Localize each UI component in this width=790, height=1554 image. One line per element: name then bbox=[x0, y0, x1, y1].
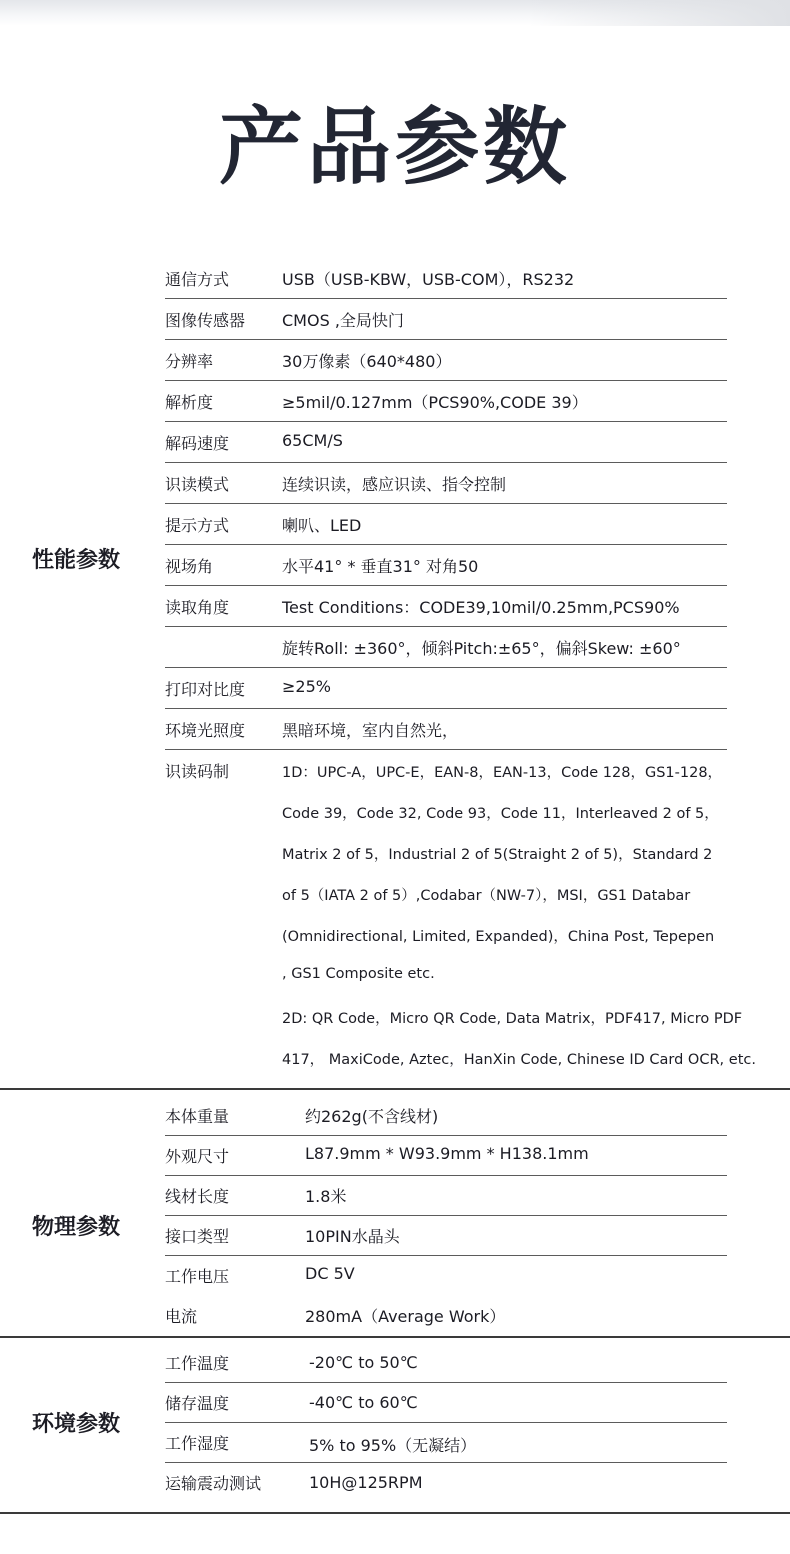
spec-label: 工作湿度 bbox=[165, 1434, 230, 1453]
symbology-line: 2D: QR Code，Micro QR Code, Data Matrix，PDF417, Micro PDF bbox=[282, 1011, 743, 1027]
physical-section-title: 物理参数 bbox=[32, 1215, 121, 1240]
spec-value: CMOS ,全局快门 bbox=[282, 311, 404, 330]
symbology-line: of 5（IATA 2 of 5）,Codabar（NW-7），MSI，GS1 Databar bbox=[282, 888, 691, 904]
symbology-line: , GS1 Composite etc. bbox=[282, 966, 435, 982]
spec-value: 连续识读，感应识读、指令控制 bbox=[282, 475, 507, 494]
spec-label: 识读模式 bbox=[165, 475, 230, 494]
environment-section-title: 环境参数 bbox=[32, 1412, 121, 1437]
spec-row-communication bbox=[165, 258, 727, 299]
spec-value: 水平41° * 垂直31° 对角50 bbox=[282, 557, 479, 576]
spec-row-operating-temp bbox=[165, 1342, 727, 1383]
spec-row-ambient-light bbox=[165, 709, 727, 750]
spec-value: 约262g(不含线材) bbox=[305, 1107, 439, 1126]
spec-value: 旋转Roll: ±360°，倾斜Pitch:±65°，偏斜Skew: ±60° bbox=[282, 639, 681, 658]
section-divider bbox=[0, 1336, 790, 1338]
spec-label: 视场角 bbox=[165, 557, 214, 576]
spec-value: Test Conditions：CODE39,10mil/0.25mm,PCS90% bbox=[282, 598, 680, 617]
spec-label: 储存温度 bbox=[165, 1394, 230, 1413]
spec-label: 本体重量 bbox=[165, 1107, 230, 1126]
spec-value: 280mA（Average Work） bbox=[305, 1307, 506, 1326]
spec-label: 读取角度 bbox=[165, 598, 230, 617]
spec-row-weight bbox=[165, 1095, 727, 1136]
spec-label: 工作电压 bbox=[165, 1267, 230, 1286]
spec-label: 分辨率 bbox=[165, 352, 214, 371]
symbology-line: (Omnidirectional, Limited, Expanded)，China Post, Tepepen bbox=[282, 929, 715, 945]
symbology-line: Matrix 2 of 5，Industrial 2 of 5(Straight 2 of 5)，Standard 2 bbox=[282, 847, 713, 863]
page-title: 产品参数 bbox=[218, 98, 571, 196]
spec-row-resolution bbox=[165, 340, 727, 381]
spec-row-dimensions bbox=[165, 1135, 727, 1176]
spec-row-field-of-view bbox=[165, 545, 727, 586]
spec-label: 解码速度 bbox=[165, 434, 230, 453]
spec-value: 喇叭、LED bbox=[282, 516, 362, 535]
spec-row-prompt bbox=[165, 504, 727, 545]
spec-row-storage-temp bbox=[165, 1382, 727, 1423]
spec-row-decode-speed bbox=[165, 422, 727, 463]
performance-section-title: 性能参数 bbox=[32, 548, 121, 573]
spec-label: 电流 bbox=[165, 1307, 198, 1326]
spec-value: ≥25% bbox=[282, 677, 331, 696]
spec-row-read-mode bbox=[165, 463, 727, 504]
spec-row-read-angle-detail bbox=[165, 627, 727, 668]
spec-label: 图像传感器 bbox=[165, 311, 246, 330]
spec-row-humidity bbox=[165, 1422, 727, 1463]
symbology-line: Code 39，Code 32, Code 93，Code 11，Interleaved 2 of 5， bbox=[282, 806, 719, 822]
spec-label: 接口类型 bbox=[165, 1227, 230, 1246]
spec-value: ≥5mil/0.127mm（PCS90%,CODE 39） bbox=[282, 393, 588, 412]
spec-row-precision bbox=[165, 381, 727, 422]
spec-value: 30万像素（640*480） bbox=[282, 352, 452, 371]
spec-value: -40℃ to 60℃ bbox=[309, 1393, 418, 1412]
spec-row-voltage bbox=[165, 1255, 727, 1295]
symbology-line: 1D：UPC-A，UPC-E，EAN-8，EAN-13，Code 128，GS1-128， bbox=[282, 765, 723, 781]
spec-label: 提示方式 bbox=[165, 516, 230, 535]
spec-row-interface bbox=[165, 1215, 727, 1256]
spec-label: 环境光照度 bbox=[165, 721, 246, 740]
spec-label: 外观尺寸 bbox=[165, 1147, 230, 1166]
spec-row-print-contrast bbox=[165, 668, 727, 709]
spec-value: L87.9mm * W93.9mm * H138.1mm bbox=[305, 1144, 589, 1163]
spec-value: 10H@125RPM bbox=[309, 1473, 423, 1492]
section-divider bbox=[0, 1088, 790, 1090]
spec-row-current bbox=[165, 1295, 727, 1335]
spec-value: 5% to 95%（无凝结） bbox=[309, 1436, 477, 1455]
spec-label: 识读码制 bbox=[165, 762, 230, 781]
spec-row-read-angle bbox=[165, 586, 727, 627]
spec-row-vibration bbox=[165, 1462, 727, 1502]
spec-label: 工作温度 bbox=[165, 1354, 230, 1373]
spec-label: 打印对比度 bbox=[165, 680, 246, 699]
section-divider bbox=[0, 1512, 790, 1514]
spec-value: 黑暗环境，室内自然光， bbox=[282, 721, 459, 740]
spec-row-cable-length bbox=[165, 1175, 727, 1216]
top-shadow bbox=[0, 0, 790, 26]
spec-row-image-sensor bbox=[165, 299, 727, 340]
spec-value: DC 5V bbox=[305, 1264, 355, 1283]
spec-label: 运输震动测试 bbox=[165, 1474, 262, 1493]
spec-label: 通信方式 bbox=[165, 270, 230, 289]
symbology-line: 417， MaxiCode, Aztec，HanXin Code, Chinese ID Card OCR, etc. bbox=[282, 1052, 756, 1068]
spec-label: 线材长度 bbox=[165, 1187, 230, 1206]
spec-value: USB（USB-KBW，USB-COM），RS232 bbox=[282, 270, 575, 289]
spec-value: 1.8米 bbox=[305, 1187, 347, 1206]
spec-value: -20℃ to 50℃ bbox=[309, 1353, 418, 1372]
spec-value: 65CM/S bbox=[282, 431, 343, 450]
spec-value: 10PIN水晶头 bbox=[305, 1227, 400, 1246]
spec-label: 解析度 bbox=[165, 393, 214, 412]
